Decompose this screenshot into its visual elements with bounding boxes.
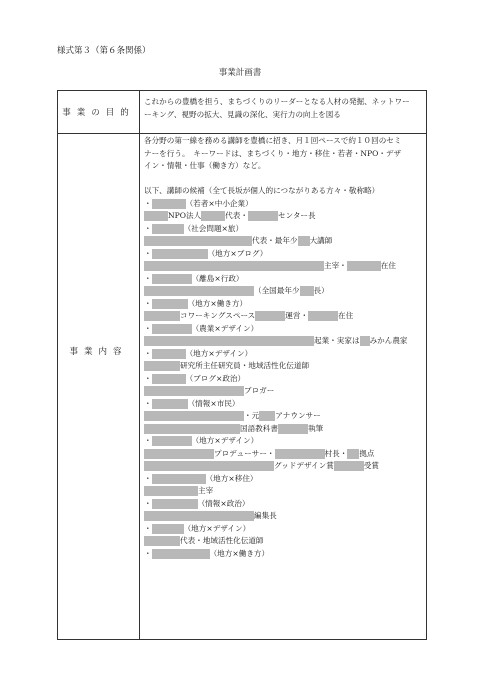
intro-line: 以下、講師の候補（全て長坂が個人的につながりある方々・敬称略）	[144, 186, 380, 195]
candidate-line	[144, 310, 422, 323]
candidate-text: 国語教科書	[240, 423, 278, 433]
redaction-bar	[144, 461, 274, 471]
redaction-bar	[300, 286, 314, 296]
candidate-line	[144, 248, 422, 261]
redaction-bar	[255, 311, 285, 321]
redaction-bar	[144, 411, 244, 421]
row-divider	[58, 133, 426, 134]
candidate-line	[144, 323, 422, 336]
candidate-text: （ブログ×政治）	[185, 373, 246, 383]
candidate-text: センター長	[277, 211, 316, 220]
redaction-bar	[308, 311, 338, 321]
candidate-text: コワーキングスペース	[180, 311, 256, 320]
candidate-line	[144, 348, 422, 361]
redaction-bar	[259, 411, 275, 421]
redaction-bar	[152, 436, 192, 446]
candidate-text: 在住	[338, 311, 354, 320]
candidate-text: 研究所主任研究員・地域活性化伝道師	[180, 361, 310, 370]
redaction-bar	[152, 274, 192, 284]
candidate-text: （地方×移住）	[205, 473, 258, 483]
candidate-line	[144, 423, 422, 436]
candidate-text: グッドデザイン賞	[274, 461, 334, 470]
redaction-bar	[144, 449, 214, 459]
candidate-text: ・	[144, 398, 152, 408]
redaction-bar	[144, 424, 240, 434]
candidate-line	[144, 198, 422, 211]
purpose-label: 事業の目的	[62, 108, 135, 118]
redaction-bar	[347, 261, 381, 271]
purpose-text	[144, 96, 422, 121]
candidate-text: 執筆	[307, 423, 324, 433]
candidate-text: （地方×デザイン）	[183, 523, 251, 533]
candidate-line	[144, 485, 422, 498]
document-title: 事業計画書	[218, 68, 262, 78]
candidate-line	[144, 273, 422, 286]
candidate-text: アナウンサー	[275, 411, 321, 420]
candidate-text: ・	[144, 548, 152, 558]
candidate-line	[144, 498, 422, 511]
candidate-text: ・	[144, 373, 152, 383]
intro-line: 各分野の第一線を務める講師を豊橋に招き、月１回ペースで約１０回のセミ	[144, 136, 402, 145]
candidate-text: ・	[144, 348, 152, 358]
candidate-line	[144, 510, 422, 523]
candidate-text: （地方×働き方）	[209, 548, 270, 558]
redaction-bar	[144, 386, 244, 396]
candidate-text: （地方×デザイン）	[185, 348, 253, 358]
redaction-bar	[144, 511, 254, 521]
redaction-bar	[334, 461, 364, 471]
redaction-bar	[144, 211, 168, 221]
redaction-bar	[152, 499, 198, 509]
intro-line: イン・情報・仕事（働き方）など。	[144, 161, 266, 170]
candidate-text: 主宰	[198, 486, 214, 495]
redaction-bar	[144, 236, 252, 246]
candidate-line	[144, 235, 422, 248]
candidate-text: （全国最年少	[254, 286, 300, 295]
purpose-line: ーキング、視野の拡大、見識の深化、実行力の向上を図る	[144, 109, 341, 119]
candidate-text: ・	[144, 323, 152, 333]
redaction-bar	[152, 374, 186, 384]
redaction-bar	[152, 524, 184, 534]
candidate-text: NPO法人	[168, 211, 202, 220]
form-number: 様式第３（第６条関係）	[57, 46, 151, 56]
candidate-text: 主宰・	[324, 261, 347, 270]
candidate-line	[144, 548, 422, 561]
candidate-text: ・	[144, 498, 152, 508]
candidate-line	[144, 523, 422, 536]
candidate-line	[144, 385, 422, 398]
redaction-bar	[144, 311, 180, 321]
candidate-line	[144, 460, 422, 473]
candidate-text: 長）	[313, 286, 329, 295]
redaction-bar	[152, 474, 206, 484]
blank-line	[144, 173, 422, 186]
candidate-text: ・	[144, 273, 152, 283]
plan-table	[57, 90, 427, 640]
candidate-line	[144, 335, 422, 348]
candidate-text: ・	[144, 436, 152, 445]
candidate-text: プロデューサー・	[214, 448, 275, 458]
candidate-text: ・	[144, 223, 152, 233]
redaction-bar	[152, 549, 210, 559]
candidate-line	[144, 298, 422, 311]
candidate-text: 代表・地域活性化伝道師	[180, 536, 264, 545]
intro-line: ナーを行う。 キーワードは、まちづくり・地方・移住・若者・NPO・デザ	[144, 148, 402, 158]
candidate-text: 代表・	[225, 211, 248, 220]
candidate-text: （地方×デザイン）	[191, 436, 259, 445]
candidate-text: 運営・	[285, 311, 309, 320]
candidate-line	[144, 260, 422, 273]
candidate-text: （地方×働き方）	[187, 298, 248, 308]
candidate-line	[144, 223, 422, 236]
candidate-text: ・元	[244, 411, 260, 420]
column-divider	[139, 91, 140, 639]
redaction-bar	[152, 199, 186, 209]
candidate-line	[144, 210, 422, 223]
candidate-text: 代表・最年少	[252, 236, 298, 245]
candidate-line	[144, 285, 422, 298]
redaction-bar	[144, 361, 180, 371]
candidate-text: （離島×行政）	[191, 273, 244, 283]
candidate-list	[144, 198, 422, 561]
candidate-text: 村長・	[324, 448, 348, 458]
candidate-text: （情報×市民）	[187, 398, 240, 408]
content-label: 事業内容	[69, 347, 128, 357]
candidate-text: 大講師	[309, 236, 333, 245]
purpose-line: これからの豊橋を担う、まちづくりのリーダーとなる人材の発掘、ネットワー	[144, 97, 410, 106]
redaction-bar	[360, 336, 370, 346]
redaction-bar	[152, 224, 184, 234]
candidate-line	[144, 448, 422, 461]
redaction-bar	[144, 261, 324, 271]
candidate-text: （情報×政治）	[197, 498, 250, 508]
redaction-bar	[152, 299, 188, 309]
candidate-text: ・	[144, 523, 152, 533]
redaction-bar	[152, 349, 186, 359]
candidate-line	[144, 410, 422, 423]
candidate-text: ・	[144, 298, 152, 308]
redaction-bar	[144, 336, 314, 346]
candidate-line	[144, 473, 422, 486]
candidate-text: （地方×ブログ）	[207, 248, 268, 258]
redaction-bar	[201, 211, 225, 221]
candidate-line	[144, 373, 422, 386]
candidate-text: ブロガー	[244, 386, 275, 395]
candidate-text: ・	[144, 473, 152, 483]
candidate-text: （農業×デザイン）	[191, 323, 259, 333]
redaction-bar	[298, 236, 310, 246]
redaction-bar	[144, 486, 198, 496]
candidate-text: 拠点	[359, 448, 375, 458]
candidate-text: 編集長	[254, 511, 277, 520]
candidate-text: ・	[144, 198, 152, 208]
candidate-line	[144, 398, 422, 411]
candidate-text: 在住	[380, 261, 396, 270]
candidate-line	[144, 435, 422, 448]
candidate-text: （社会問題×旅）	[183, 223, 244, 233]
candidate-line	[144, 360, 422, 373]
candidate-text: （若者×中小企業）	[185, 198, 253, 208]
redaction-bar	[278, 424, 308, 434]
content-text	[144, 135, 422, 560]
redaction-bar	[152, 324, 192, 334]
redaction-bar	[347, 449, 359, 459]
candidate-text: みかん農家	[369, 336, 408, 345]
candidate-line	[144, 535, 422, 548]
candidate-text: ・	[144, 248, 152, 258]
redaction-bar	[152, 399, 188, 409]
redaction-bar	[144, 286, 254, 296]
redaction-bar	[248, 211, 278, 221]
redaction-bar	[152, 249, 208, 259]
redaction-bar	[144, 536, 180, 546]
candidate-text: 受賞	[363, 461, 380, 470]
redaction-bar	[275, 449, 325, 459]
candidate-text: 起業・実家は	[314, 336, 360, 345]
